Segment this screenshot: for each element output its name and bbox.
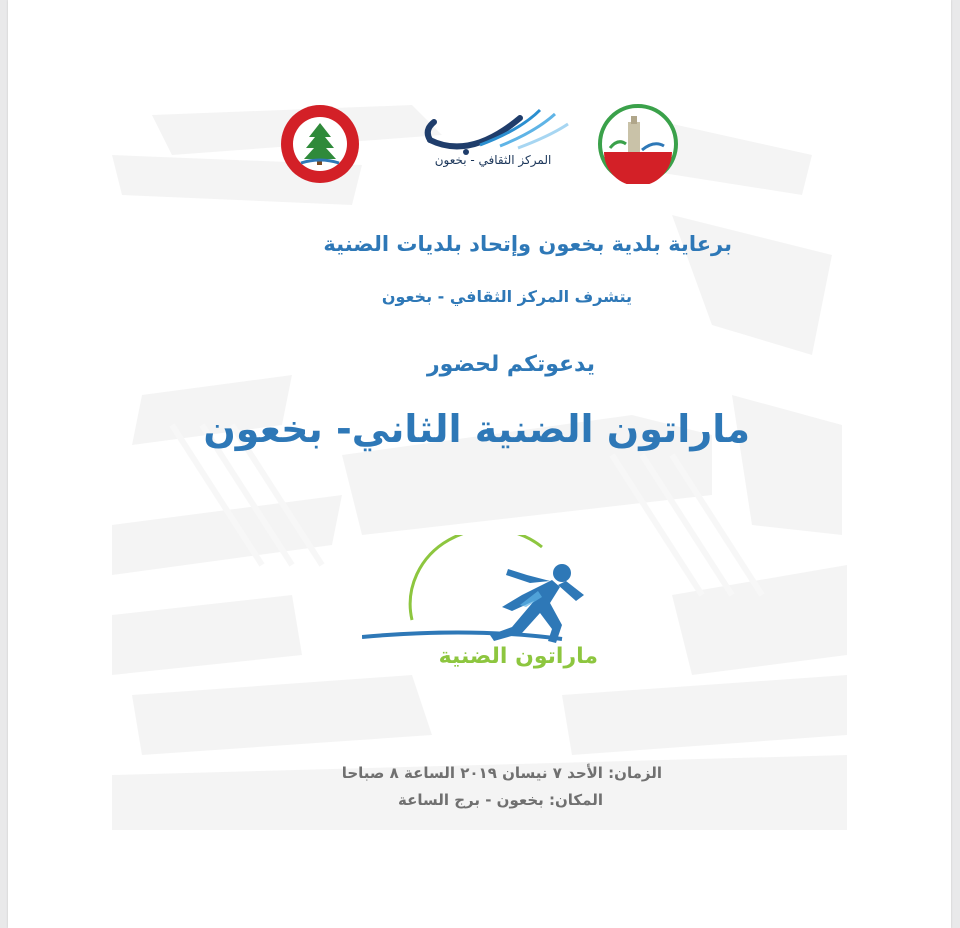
event-time: الزمان: الأحد ٧ نيسان ٢٠١٩ الساعة ٨ صباحا: [341, 764, 662, 782]
host-line: يتشرف المركز الثقافي - بخعون: [381, 287, 632, 306]
background-pattern: [112, 95, 847, 830]
marathon-logo-caption: ماراتون الضنية: [438, 644, 598, 669]
bakhoun-municipality-logo: [598, 104, 678, 184]
union-municipalities-logo: [279, 103, 361, 185]
invite-line: يدعوتكم لحضور: [426, 352, 595, 377]
event-place: المكان: بخعون - برج الساعة: [397, 791, 603, 809]
marathon-runner-logo: [362, 535, 602, 655]
sponsor-line: برعاية بلدية بخعون وإتحاد بلديات الضنية: [323, 232, 732, 256]
cultural-center-caption: المركز الثقافي - بخعون: [434, 153, 552, 167]
event-title: ماراتون الضنية الثاني- بخعون: [203, 407, 750, 451]
